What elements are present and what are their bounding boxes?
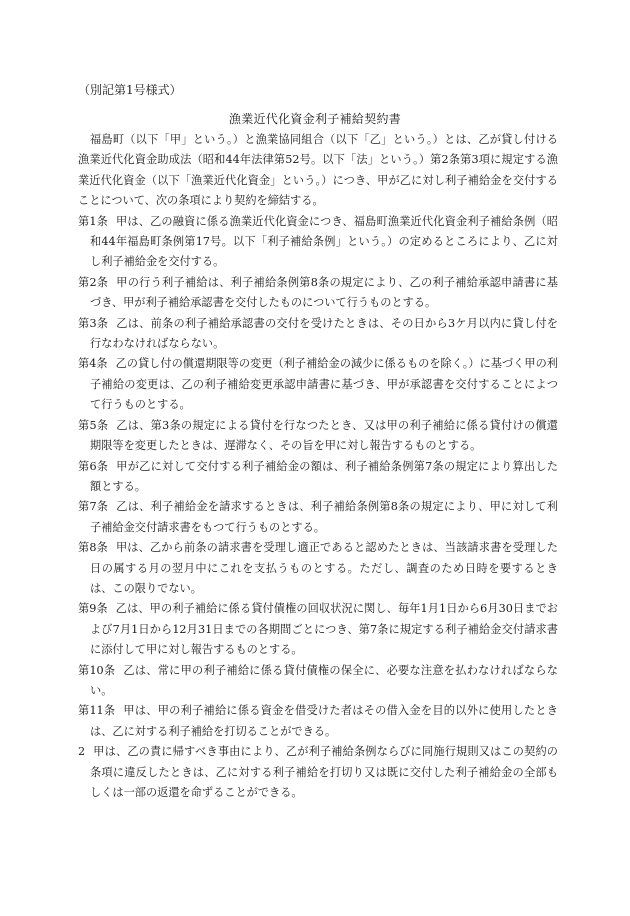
article-9 — [78, 599, 558, 660]
article-text: 甲は、乙の責に帰すべき事由により、乙が利子補給条例ならびに同施行規則又はこの契約の条項に違反したときは、乙に対する利子補給を打切り又は既に交付した利子補給金の全部もしくは一部の返還を命ずることができる。 — [90, 745, 558, 799]
article-number: 第7条 — [78, 500, 109, 514]
article-6 — [78, 457, 558, 498]
article-number: 第2条 — [78, 275, 109, 289]
document-body — [78, 130, 558, 803]
article-number: 2 — [78, 745, 86, 759]
article-10 — [78, 661, 558, 702]
article-number: 第11条 — [78, 704, 116, 718]
article-number: 第10条 — [78, 663, 116, 677]
article-text: 乙は、常に甲の利子補給に係る貸付債権の保全に、必要な注意を払わなければならない。 — [90, 663, 558, 697]
article-5 — [78, 416, 558, 457]
article-number: 第6条 — [78, 459, 109, 473]
article-text: 甲は、乙から前条の請求書を受理し適正であると認めたときは、当該請求書を受理した日の属する月の翌月中にこれを支払うものとする。ただし、調査のため日時を要するときは、この限りでない。 — [90, 541, 558, 595]
article-text: 乙は、甲の利子補給に係る貸付債権の回収状況に関し、毎年1月1日から6月30日までおよび7月1日から12月31日までの各期間ごとにつき、第7条に規定する利子補給金交付請求書に添付して甲に対し報告するものとする。 — [90, 602, 558, 657]
article-number: 第5条 — [78, 418, 109, 432]
article-1 — [78, 212, 558, 273]
article-2 — [78, 273, 558, 314]
article-8 — [78, 538, 558, 599]
article-text: 甲が乙に対して交付する利子補給金の額は、利子補給条例第7条の規定により算出した額とする。 — [90, 459, 558, 493]
article-text: 乙の貸し付の償還期限等の変更（利子補給金の減少に係るものを除く。）に基づく甲の利子補給の変更は、乙の利子補給変更承認申請書に基づき、甲が承認書を交付することによつて行うものとする。 — [90, 357, 558, 412]
article-4 — [78, 354, 558, 415]
article-text: 甲は、乙の融資に係る漁業近代化資金につき、福島町漁業近代化資金利子補給条例（昭和44年福島町条例第17号。以下「利子補給条例」という。）の定めるところにより、乙に対し利子補給金を交付する。 — [90, 214, 558, 269]
article-number: 第3条 — [78, 316, 109, 330]
article-3 — [78, 314, 558, 355]
intro-paragraph: 福島町（以下「甲」という。）と漁業協同組合（以下「乙」という。）とは、乙が貸し付ける漁業近代化資金助成法（昭和44年法律第52号。以下「法」という。）第2条第3項に規定する漁業近代化資金（以下「漁業近代化資金」という。）につき、甲が乙に対し利子補給金を交付することについて、次の条項により契約を締結する。 — [78, 133, 558, 208]
article-text: 乙は、利子補給金を請求するときは、利子補給条例第8条の規定により、甲に対して利子補給金交付請求書をもつて行うものとする。 — [90, 500, 558, 534]
article-number: 第1条 — [78, 214, 108, 228]
article-number: 第8条 — [78, 541, 108, 555]
article-text: 甲の行う利子補給は、利子補給条例第8条の規定により、乙の利子補給承認申請書に基づき、甲が利子補給承認書を交付したものについて行うものとする。 — [90, 275, 558, 310]
article-text: 乙は、第3条の規定による貸付を行なつたとき、又は甲の利子補給に係る貸付けの償還期限等を変更したときは、遅滞なく、その旨を甲に対し報告するものとする。 — [90, 418, 558, 453]
article-text: 甲は、甲の利子補給に係る資金を借受けた者はその借入金を目的以外に使用したときは、乙に対する利子補給を打切ることができる。 — [90, 704, 558, 738]
article-11-paragraph-2 — [78, 742, 558, 803]
article-number: 第9条 — [78, 602, 108, 616]
article-text: 乙は、前条の利子補給承認書の交付を受けたときは、その日から3ケ月以内に貸し付を行なわなければならない。 — [90, 316, 558, 351]
article-number: 第4条 — [78, 357, 108, 371]
article-11 — [78, 701, 558, 742]
form-label: （別記第1号様式） — [78, 83, 182, 97]
article-7 — [78, 497, 558, 538]
document-title: 漁業近代化資金利子補給契約書 — [228, 112, 402, 126]
